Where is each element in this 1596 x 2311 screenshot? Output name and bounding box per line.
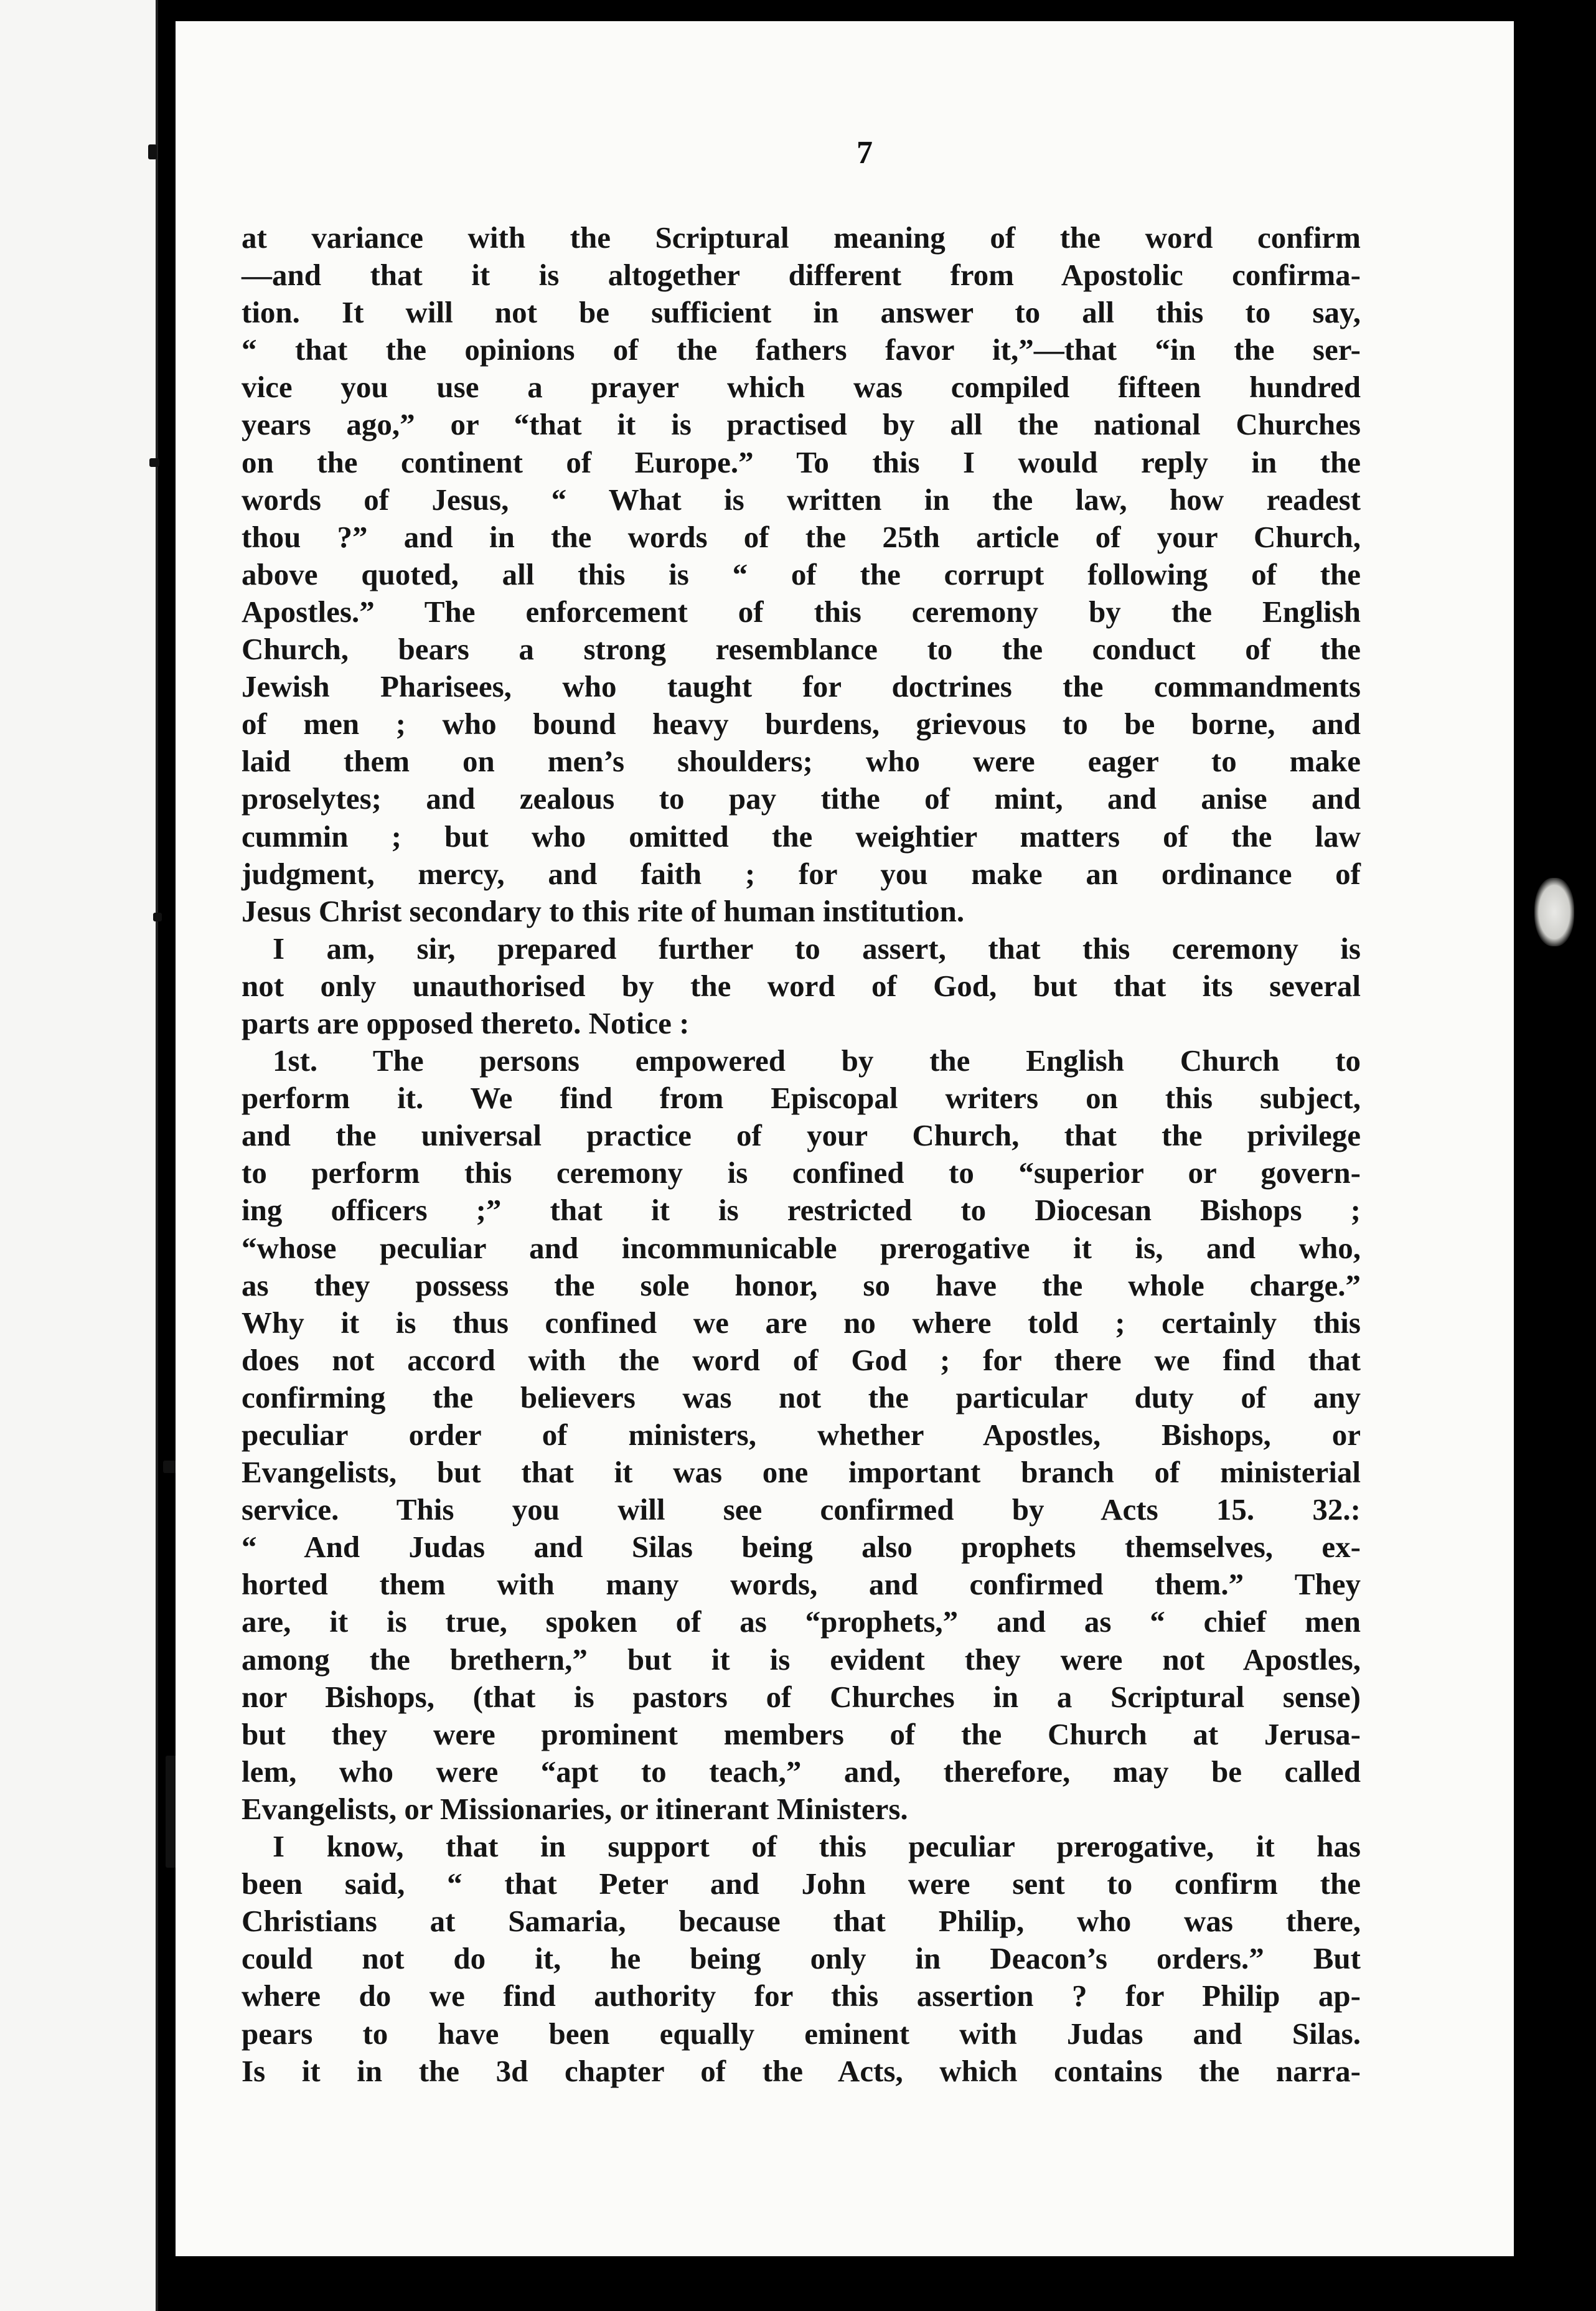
text-line: at variance with the Scriptural meaning of the word confirm <box>242 220 1361 255</box>
text-line: could not do it, he being only in Deacon’s orders.” But <box>242 1941 1361 1976</box>
text-line: lem, who were “apt to teach,” and, therefore, may be called <box>242 1754 1361 1789</box>
text-line: words of Jesus, “ What is written in the law, how readest <box>242 482 1361 517</box>
text-line: peculiar order of ministers, whether Apostles, Bishops, or <box>242 1418 1361 1452</box>
text-line: ing officers ;” that it is restricted to Diocesan Bishops ; <box>242 1193 1361 1228</box>
margin-mark <box>153 913 162 921</box>
text-line: service. This you will see confirmed by Acts 15. 32.: <box>242 1492 1361 1527</box>
text-line: among the brethern,” but it is evident they were not Apostles, <box>242 1642 1361 1677</box>
text-line: 1st. The persons empowered by the English Church to <box>273 1043 1361 1078</box>
text-line: Evangelists, or Missionaries, or itinerant Ministers. <box>242 1791 908 1826</box>
text-line: on the continent of Europe.” To this I would reply in the <box>242 445 1361 479</box>
text-line: of men ; who bound heavy burdens, grievous to be borne, and <box>242 707 1361 741</box>
text-line: tion. It will not be sufficient in answer to all this to say, <box>242 295 1361 330</box>
text-line: above quoted, all this is “ of the corrupt following of the <box>242 557 1361 591</box>
text-line: not only unauthorised by the word of God, but that its several <box>242 968 1361 1003</box>
text-line: proselytes; and zealous to pay tithe of mint, and anise and <box>242 781 1361 816</box>
page-number: 7 <box>857 135 873 171</box>
text-line: and the universal practice of your Church, that the privilege <box>242 1118 1361 1153</box>
text-line: are, it is true, spoken of as “prophets,” and as “ chief men <box>242 1604 1361 1639</box>
text-line: “ And Judas and Silas being also prophets themselves, ex- <box>242 1530 1361 1565</box>
text-line: Jesus Christ secondary to this rite of human institution. <box>242 893 965 928</box>
text-line: to perform this ceremony is confined to “superior or govern- <box>242 1156 1361 1190</box>
text-line: Why it is thus confined we are no where told ; certainly this <box>242 1305 1361 1340</box>
text-line: confirming the believers was not the particular duty of any <box>242 1380 1361 1414</box>
text-line: years ago,” or “that it is practised by all the national Churches <box>242 407 1361 442</box>
page-damage-spot <box>1534 878 1574 946</box>
text-line: “ that the opinions of the fathers favor it,”—that “in the ser- <box>242 332 1361 367</box>
text-line: Is it in the 3d chapter of the Acts, which contains the narra- <box>242 2053 1361 2088</box>
text-line: Apostles.” The enforcement of this ceremony by the English <box>242 594 1361 629</box>
text-line: Evangelists, but that it was one important branch of ministerial <box>242 1455 1361 1490</box>
text-line: I know, that in support of this peculiar prerogative, it has <box>273 1829 1361 1864</box>
margin-mark <box>149 458 159 467</box>
text-line: been said, “ that Peter and John were sent to confirm the <box>242 1866 1361 1901</box>
text-line: Church, bears a strong resemblance to the conduct of the <box>242 632 1361 667</box>
text-line: —and that it is altogether different from Apostolic confirma- <box>242 258 1361 293</box>
text-line: Jewish Pharisees, who taught for doctrines the commandments <box>242 669 1361 704</box>
body-text <box>242 219 1361 2090</box>
text-line: vice you use a prayer which was compiled fifteen hundred <box>242 370 1361 405</box>
text-line: where do we find authority for this assertion ? for Philip ap- <box>242 1979 1361 2013</box>
margin-mark <box>163 1461 177 1473</box>
text-line: pears to have been equally eminent with Judas and Silas. <box>242 2016 1361 2051</box>
text-line: judgment, mercy, and faith ; for you make an ordinance of <box>242 856 1361 891</box>
text-line: but they were prominent members of the Church at Jerusa- <box>242 1716 1361 1751</box>
text-line: Christians at Samaria, because that Philip, who was there, <box>242 1904 1361 1939</box>
text-line: nor Bishops, (that is pastors of Churches in a Scriptural sense) <box>242 1679 1361 1714</box>
text-line: perform it. We find from Episcopal writers on this subject, <box>242 1081 1361 1116</box>
left-page-edge <box>0 0 158 2311</box>
text-line: cummin ; but who omitted the weightier matters of the law <box>242 819 1361 854</box>
margin-mark <box>148 144 157 159</box>
text-line: “whose peculiar and incommunicable prerogative it is, and who, <box>242 1230 1361 1265</box>
text-line: thou ?” and in the words of the 25th article of your Church, <box>242 519 1361 554</box>
text-line: laid them on men’s shoulders; who were eager to make <box>242 744 1361 779</box>
text-line: parts are opposed thereto. Notice : <box>242 1005 690 1040</box>
text-line: I am, sir, prepared further to assert, that this ceremony is <box>273 931 1361 966</box>
text-line: as they possess the sole honor, so have the whole charge.” <box>242 1268 1361 1302</box>
text-line: does not accord with the word of God ; for there we find that <box>242 1342 1361 1377</box>
text-line: horted them with many words, and confirmed them.” They <box>242 1567 1361 1602</box>
